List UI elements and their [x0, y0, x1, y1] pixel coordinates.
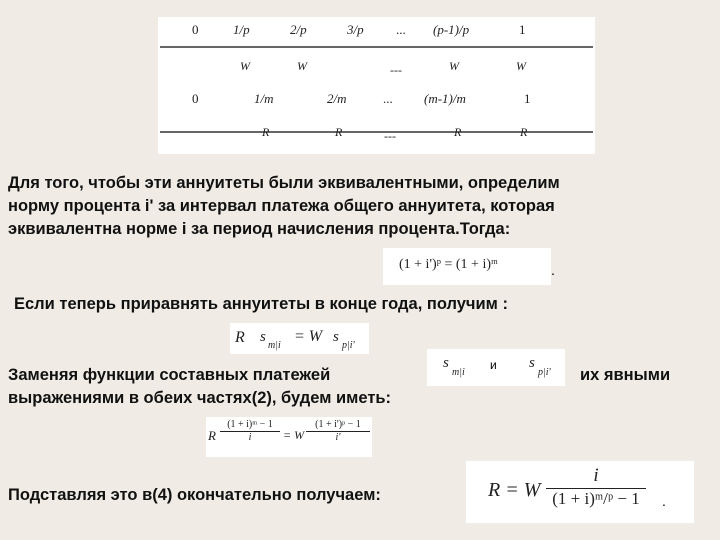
- top-payment-label: W: [449, 59, 459, 73]
- formula-symbol: = W: [294, 328, 323, 345]
- formula-dot: .: [662, 493, 666, 509]
- top-payment-label: W: [516, 59, 526, 73]
- fraction-denominator: (1 + i)ᵐ/ᵖ − 1: [552, 489, 640, 508]
- bottom-tick-label: 2/m: [327, 91, 347, 106]
- timeline-svg: [158, 17, 595, 154]
- text-line: Подставляя это в(4) окончательно получаем:: [8, 486, 381, 504]
- top-payment-label: ---: [390, 63, 402, 77]
- bottom-payment-label: ---: [384, 129, 396, 143]
- formula-symbol: R: [208, 428, 216, 443]
- formula-fraction: [220, 419, 280, 443]
- bottom-tick-label: ...: [383, 91, 393, 106]
- formula-symbol: R = W: [488, 479, 541, 501]
- formula-and: и: [490, 358, 497, 372]
- top-tick-label: 3/p: [347, 22, 364, 37]
- text-line: Заменяя функции составных платежей: [8, 366, 331, 384]
- text-line: Если теперь приравнять аннуитеты в конце года, получим :: [14, 295, 508, 313]
- formula-text: (1 + i')ᵖ = (1 + i)ᵐ: [399, 257, 498, 272]
- fraction-denominator: i: [248, 432, 252, 443]
- text-line: их явными: [580, 366, 671, 384]
- top-tick-label: 1/p: [233, 22, 250, 37]
- text-line: выражениями в обеих частях(2), будем иметь:: [8, 389, 392, 407]
- top-tick-label: ...: [396, 22, 406, 37]
- top-tick-label: 2/p: [290, 22, 307, 37]
- top-tick-label: 0: [192, 22, 199, 37]
- formula-subscript: m|i: [452, 367, 465, 378]
- fraction-numerator: (1 + i)ᵐ − 1: [220, 419, 280, 432]
- formula-subscript: p|i': [538, 367, 551, 378]
- bottom-payment-label: R: [454, 125, 462, 139]
- formula-symbol: s: [529, 355, 535, 371]
- formula-fraction: [306, 419, 370, 443]
- formula-equivalence: [383, 248, 551, 285]
- formula-symbol: s: [333, 329, 339, 345]
- top-payment-label: W: [240, 59, 250, 73]
- paragraph-1: [8, 172, 718, 241]
- text-line: Для того, чтобы эти аннуитеты были эквивалентными, определим: [8, 174, 560, 192]
- bottom-tick-label: 1/m: [254, 91, 274, 106]
- top-tick-label: 1: [519, 22, 526, 37]
- formula-symbol: s: [260, 329, 266, 345]
- bottom-payment-label: R: [335, 125, 343, 139]
- formula-final: [466, 461, 694, 523]
- formula-symbol: s: [443, 355, 449, 371]
- top-payment-label: W: [297, 59, 307, 73]
- formula-dot: .: [551, 262, 555, 278]
- formula-symbol: R: [235, 329, 245, 346]
- text-line: норму процента i' за интервал платежа общего аннуитета, которая: [8, 197, 555, 215]
- formula-fraction: [546, 465, 646, 509]
- formula-subscript: m|i: [268, 340, 281, 351]
- text-line: эквивалентна норме i за период начисления процента.Тогда:: [8, 220, 511, 238]
- fraction-denominator: i': [335, 432, 341, 443]
- bottom-payment-label: R: [262, 125, 270, 139]
- fraction-numerator: (1 + i')ᵖ − 1: [306, 419, 370, 432]
- formula-subscript: p|i': [342, 340, 355, 351]
- bottom-tick-label: 1: [524, 91, 531, 106]
- top-tick-label: (p-1)/p: [433, 22, 470, 37]
- bottom-payment-label: R: [520, 125, 528, 139]
- bottom-tick-label: 0: [192, 91, 199, 106]
- formula-annuity-equality: [230, 323, 369, 354]
- formula-explicit: [206, 417, 372, 457]
- bottom-tick-label: (m-1)/m: [424, 91, 466, 106]
- formula-functions: [427, 349, 565, 386]
- timeline-diagram: [158, 17, 595, 154]
- fraction-numerator: i: [546, 465, 646, 489]
- formula-symbol: = W: [283, 428, 305, 442]
